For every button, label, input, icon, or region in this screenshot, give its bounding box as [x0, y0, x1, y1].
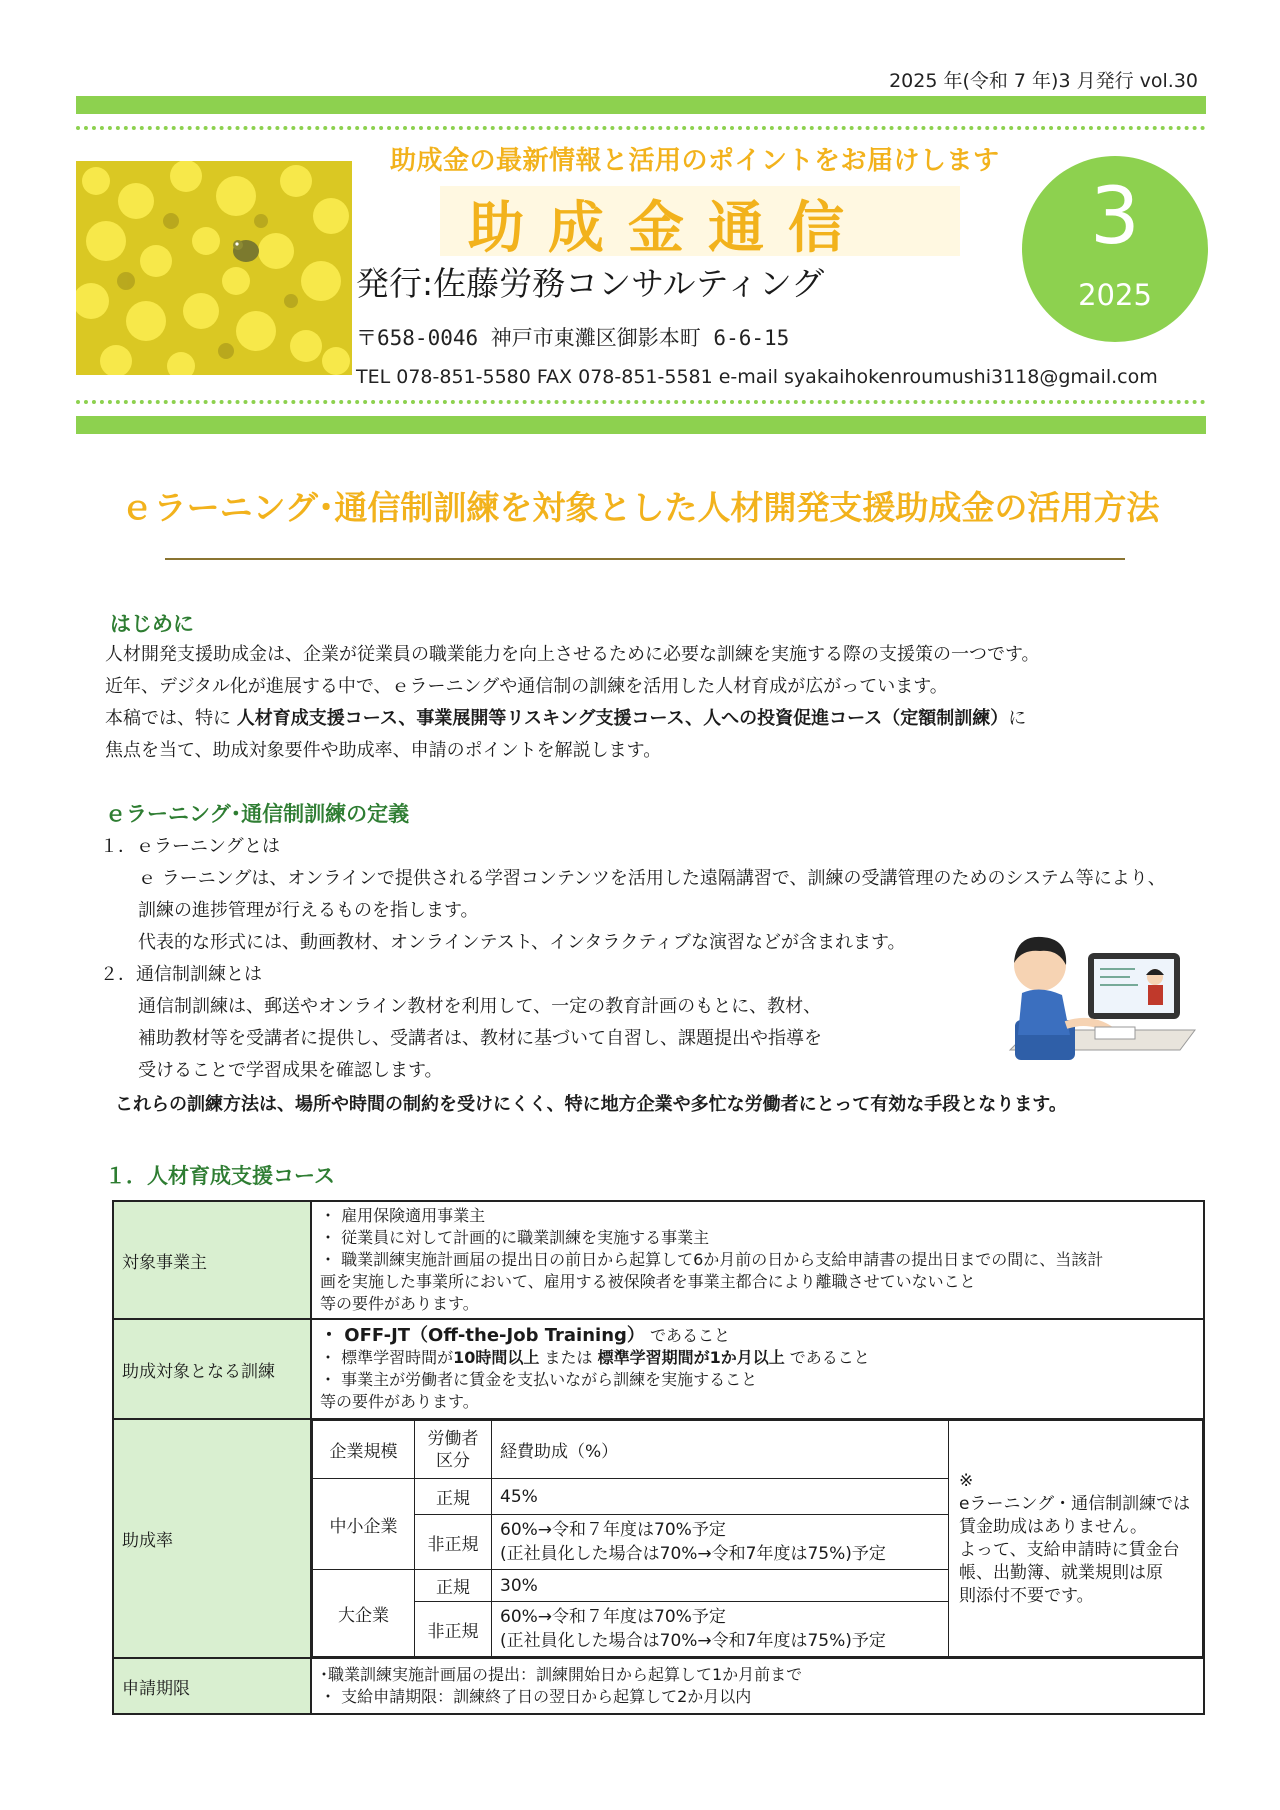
sme-regular-label: 正規 — [415, 1479, 492, 1515]
intro-line-3-suffix: に — [1008, 708, 1027, 729]
sme-nonregular-rate — [492, 1515, 949, 1570]
intro-line-1: 人材開発支援助成金は、企業が従業員の職業能力を向上させるために必要な訓練を実施する際の支援策の一つです。 — [105, 644, 1040, 665]
elearning-line-1: ｅ ラーニングは、オンラインで提供される学習コンテンツを活用した遠隔講習で、訓練の受講管理のためのシステム等により、 — [138, 868, 1166, 889]
elearning-line-3: 代表的な形式には、動画教材、オンラインテスト、インタラクティブな演習などが含まれます。 — [138, 932, 906, 953]
training-line-1 — [320, 1325, 1195, 1347]
issue-year: 2025 — [1078, 278, 1152, 312]
sme-nonregular-rate-1: 60%→令和７年度は70%予定 — [500, 1520, 726, 1540]
training-row — [113, 1319, 1204, 1419]
masthead-tagline: 助成金の最新情報と活用のポイントをお届けします — [390, 146, 1000, 176]
sme-label: 中小企業 — [313, 1479, 415, 1570]
note-line: 帳、出勤簿、就業規則は原 — [959, 1562, 1163, 1583]
sme-nonregular-label: 非正規 — [415, 1515, 492, 1570]
training-line-4: 等の要件があります。 — [320, 1392, 479, 1411]
deadline-content — [311, 1658, 1204, 1714]
address: 〒658-0046 神戸市東灘区御影本町 6-6-15 — [356, 326, 790, 350]
elearning-illustration — [1000, 925, 1200, 1065]
elearning-line-2: 訓練の進捗管理が行えるものを指します。 — [138, 900, 479, 921]
eligible-content — [311, 1201, 1204, 1319]
rate-label: 助成率 — [113, 1419, 311, 1658]
rate-content — [311, 1419, 1204, 1658]
intro-line-3-courses: 人材育成支援コース、事業展開等リスキング支援コース、人への投資促進コース（定額制訓練） — [236, 708, 1009, 729]
note-line: eラーニング・通信制訓練では — [959, 1493, 1191, 1514]
intro-line-3-prefix: 本稿では、特に — [105, 708, 237, 729]
eligible-line: ・ 職業訓練実施計画届の提出日の前日から起算して6か月前の日から支給申請書の提出日までの間に、当該計 — [320, 1250, 1104, 1269]
large-nonregular-rate — [492, 1602, 949, 1657]
correspondence-line-3: 受けることで学習成果を確認します。 — [138, 1060, 443, 1081]
course1-heading: １．人材育成支援コース — [105, 1164, 335, 1188]
publisher: 発行:佐藤労務コンサルティング — [356, 264, 825, 303]
intro-line-3 — [105, 704, 1026, 730]
intro-line-2: 近年、デジタル化が進展する中で、ｅラーニングや通信制の訓練を活用した人材育成が広がっています。 — [105, 676, 948, 697]
training-label: 助成対象となる訓練 — [113, 1319, 311, 1419]
eligible-line: ・ 従業員に対して計画的に職業訓練を実施する事業主 — [320, 1228, 710, 1247]
newsletter-title: 助成金通信 — [468, 196, 868, 261]
bottom-dotted-line — [76, 400, 1206, 404]
deadline-label: 申請期限 — [113, 1658, 311, 1714]
rate-note — [949, 1421, 1203, 1657]
eligible-line: ・ 雇用保険適用事業主 — [320, 1206, 486, 1225]
definition-heading: ｅラーニング･通信制訓練の定義 — [105, 802, 410, 826]
elearning-title: １．ｅラーニングとは — [100, 836, 280, 857]
offjt-text: ・ OFF-JT（Off-the-Job Training） — [320, 1325, 645, 1346]
training-content — [311, 1319, 1204, 1419]
note-line: よって、支給申請時に賃金台 — [959, 1539, 1180, 1560]
eligible-row — [113, 1201, 1204, 1319]
headline-rule — [165, 558, 1125, 560]
eligible-line: 画を実施した事業所において、雇用する被保険者を事業主都合により離職させていないこと — [320, 1272, 976, 1291]
deadline-line: ･職業訓練実施計画届の提出：訓練開始日から起算して1か月前まで — [320, 1665, 803, 1684]
contact-info: TEL 078-851-5580 FAX 078-851-5581 e-mail syakaihokenroumushi3118@gmail.com — [356, 366, 1158, 388]
top-green-bar — [76, 96, 1206, 114]
large-regular-rate: 30% — [492, 1570, 949, 1602]
rate-header-worker: 労働者区分 — [415, 1421, 492, 1479]
large-nonregular-rate-1: 60%→令和７年度は70%予定 — [500, 1607, 726, 1627]
rate-table — [312, 1420, 1203, 1657]
rate-header-expense: 経費助成（%） — [492, 1421, 949, 1479]
large-label: 大企業 — [313, 1570, 415, 1657]
note-line: 則添付不要です。 — [959, 1585, 1094, 1606]
training-line-3: ・ 事業主が労働者に賃金を支払いながら訓練を実施すること — [320, 1370, 758, 1389]
definition-conclusion: これらの訓練方法は、場所や時間の制約を受けにくく、特に地方企業や多忙な労働者にとって有効な手段となります。 — [115, 1094, 1067, 1115]
rate-header-size: 企業規模 — [313, 1421, 415, 1479]
top-dotted-line — [76, 126, 1206, 130]
sme-regular-rate: 45% — [492, 1479, 949, 1515]
period-suffix: であること — [784, 1348, 870, 1367]
training-line-2 — [320, 1347, 1195, 1369]
deadline-line: ・ 支給申請期限：訓練終了日の翌日から起算して2か月以内 — [320, 1687, 752, 1706]
hours-value: 10時間以上 — [453, 1348, 540, 1367]
issue-info: 2025 年(令和 7 年)3 月発行 vol.30 — [889, 70, 1198, 92]
offjt-suffix: であること — [644, 1326, 730, 1345]
rate-row — [113, 1419, 1204, 1658]
eligible-label: 対象事業主 — [113, 1201, 311, 1319]
period-value: 標準学習期間が1か月以上 — [597, 1348, 785, 1367]
correspondence-title: ２．通信制訓練とは — [100, 964, 262, 985]
intro-heading: はじめに — [110, 612, 194, 636]
intro-line-4: 焦点を当て、助成対象要件や助成率、申請のポイントを解説します。 — [105, 740, 662, 761]
correspondence-line-2: 補助教材等を受講者に提供し、受講者は、教材に基づいて自習し、課題提出や指導を — [138, 1028, 822, 1049]
note-line: 賃金助成はありません。 — [959, 1516, 1148, 1537]
note-line: ※ — [959, 1470, 974, 1491]
course1-table — [112, 1200, 1205, 1715]
hours-or: または — [539, 1348, 598, 1367]
deadline-row — [113, 1658, 1204, 1714]
bottom-green-bar — [76, 416, 1206, 434]
sme-nonregular-rate-2: (正社員化した場合は70%→令和7年度は75%)予定 — [500, 1544, 886, 1564]
large-nonregular-label: 非正規 — [415, 1602, 492, 1657]
eligible-line: 等の要件があります。 — [320, 1294, 479, 1313]
hours-prefix: ・ 標準学習時間が — [320, 1348, 454, 1367]
issue-number: 3 — [1090, 172, 1140, 262]
large-nonregular-rate-2: (正社員化した場合は70%→令和7年度は75%)予定 — [500, 1631, 886, 1651]
large-regular-label: 正規 — [415, 1570, 492, 1602]
correspondence-line-1: 通信制訓練は、郵送やオンライン教材を利用して、一定の教育計画のもとに、教材、 — [138, 996, 822, 1017]
article-headline: ｅラーニング･通信制訓練を対象とした人材開発支援助成金の活用方法 — [120, 488, 1160, 527]
flower-photo — [76, 161, 352, 375]
